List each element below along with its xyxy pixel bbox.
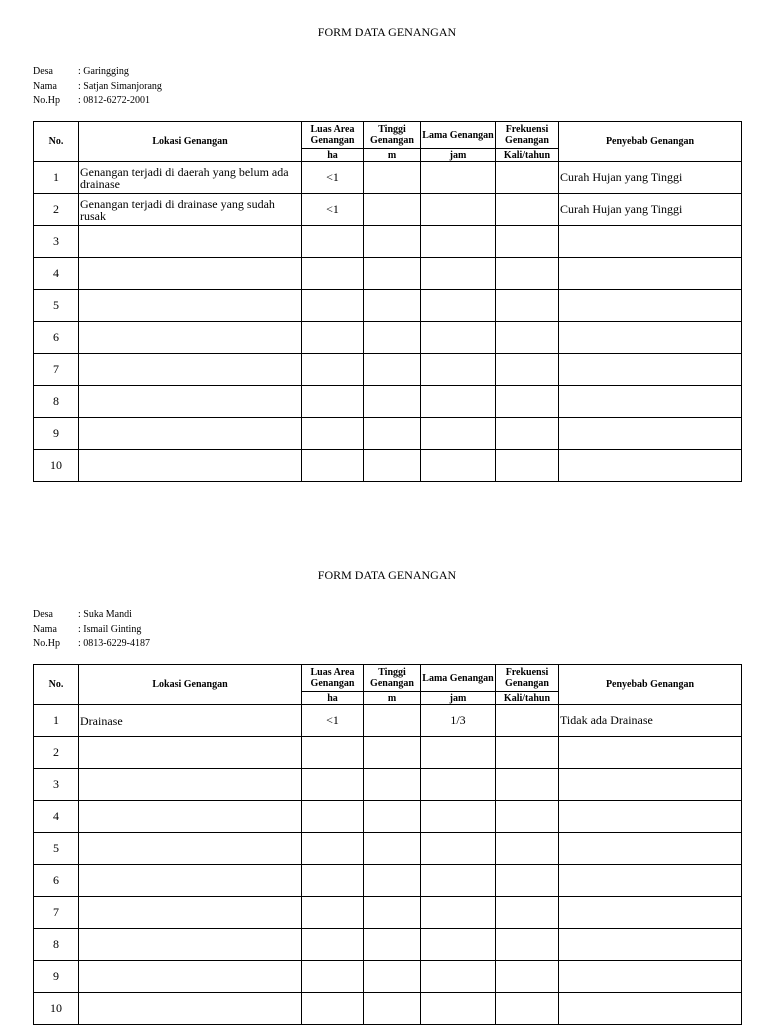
cell-lokasi [79, 961, 302, 993]
table-row [34, 929, 742, 961]
cell-luas [302, 769, 364, 801]
table-row [34, 354, 742, 386]
cell-penyebab [559, 801, 742, 833]
unit-luas: ha [302, 149, 364, 162]
cell-tinggi [364, 226, 421, 258]
header-tinggi: Tinggi Genangan [364, 665, 421, 692]
info-row-nama [33, 623, 150, 638]
header-no: No. [34, 665, 79, 705]
cell-tinggi [364, 801, 421, 833]
cell-lama [421, 386, 496, 418]
cell-lokasi [79, 801, 302, 833]
header-lama: Lama Genangan [421, 122, 496, 149]
cell-no: 9 [34, 961, 79, 993]
header-frekuensi: Frekuensi Genangan [496, 122, 559, 149]
unit-luas: ha [302, 692, 364, 705]
cell-lokasi [79, 354, 302, 386]
cell-lama [421, 993, 496, 1025]
info-value: : Ismail Ginting [78, 623, 142, 635]
cell-luas [302, 322, 364, 354]
header-luas: Luas Area Genangan [302, 122, 364, 149]
cell-lokasi [79, 897, 302, 929]
table-row [34, 833, 742, 865]
cell-lokasi [79, 769, 302, 801]
cell-penyebab [559, 354, 742, 386]
cell-frekuensi [496, 322, 559, 354]
cell-lama [421, 162, 496, 194]
cell-penyebab [559, 865, 742, 897]
info-row-desa [33, 608, 150, 623]
form-title: FORM DATA GENANGAN [317, 25, 457, 39]
cell-frekuensi [496, 801, 559, 833]
table-row [34, 450, 742, 482]
cell-frekuensi [496, 865, 559, 897]
table-row [34, 418, 742, 450]
info-value: : 0812-6272-2001 [78, 95, 150, 106]
table-row [34, 162, 742, 194]
cell-penyebab [559, 450, 742, 482]
cell-luas [302, 418, 364, 450]
cell-no: 4 [34, 801, 79, 833]
cell-luas [302, 961, 364, 993]
cell-no: 6 [34, 322, 79, 354]
table-row [34, 961, 742, 993]
header-penyebab: Penyebab Genangan [559, 665, 742, 705]
cell-lokasi: Genangan terjadi di drainase yang sudah rusak [79, 194, 302, 226]
cell-tinggi [364, 897, 421, 929]
info-label: Nama [33, 80, 57, 92]
cell-no: 2 [34, 194, 79, 226]
cell-tinggi [364, 961, 421, 993]
cell-no: 5 [34, 833, 79, 865]
cell-tinggi [364, 194, 421, 226]
cell-lama [421, 354, 496, 386]
unit-tinggi: m [364, 692, 421, 705]
cell-lama [421, 897, 496, 929]
cell-lama [421, 290, 496, 322]
header-frekuensi: Frekuensi Genangan [496, 665, 559, 692]
unit-tinggi: m [364, 149, 421, 162]
cell-penyebab [559, 386, 742, 418]
cell-penyebab [559, 258, 742, 290]
cell-lama [421, 450, 496, 482]
cell-frekuensi [496, 226, 559, 258]
cell-no: 7 [34, 897, 79, 929]
cell-frekuensi [496, 833, 559, 865]
cell-frekuensi [496, 162, 559, 194]
cell-tinggi [364, 162, 421, 194]
info-row-desa [33, 65, 162, 80]
cell-frekuensi [496, 961, 559, 993]
cell-luas [302, 258, 364, 290]
cell-no: 4 [34, 258, 79, 290]
cell-tinggi [364, 929, 421, 961]
cell-no: 10 [34, 450, 79, 482]
table-row [34, 226, 742, 258]
cell-lokasi [79, 929, 302, 961]
table-row [34, 737, 742, 769]
cell-lama [421, 226, 496, 258]
cell-luas [302, 833, 364, 865]
table-body [34, 162, 742, 482]
cell-lokasi [79, 993, 302, 1025]
cell-no: 9 [34, 418, 79, 450]
cell-no: 3 [34, 769, 79, 801]
cell-lama [421, 833, 496, 865]
table-row [34, 769, 742, 801]
cell-frekuensi [496, 194, 559, 226]
unit-frekuensi: Kali/tahun [496, 149, 559, 162]
cell-luas [302, 801, 364, 833]
cell-luas [302, 897, 364, 929]
cell-luas [302, 386, 364, 418]
cell-luas [302, 929, 364, 961]
cell-lama [421, 929, 496, 961]
cell-luas [302, 226, 364, 258]
info-row-nohp [33, 637, 150, 652]
data-table [33, 664, 742, 1025]
cell-lokasi [79, 737, 302, 769]
table-row [34, 801, 742, 833]
cell-penyebab [559, 226, 742, 258]
unit-frekuensi: Kali/tahun [496, 692, 559, 705]
cell-penyebab [559, 993, 742, 1025]
unit-lama: jam [421, 149, 496, 162]
cell-lama [421, 737, 496, 769]
cell-frekuensi [496, 258, 559, 290]
info-row-nama [33, 80, 162, 95]
cell-tinggi [364, 865, 421, 897]
header-tinggi: Tinggi Genangan [364, 122, 421, 149]
info-value: : 0813-6229-4187 [78, 638, 150, 649]
cell-no: 1 [34, 705, 79, 737]
cell-tinggi [364, 769, 421, 801]
cell-tinggi [364, 705, 421, 737]
cell-penyebab [559, 290, 742, 322]
table-body [34, 705, 742, 1025]
cell-frekuensi [496, 993, 559, 1025]
cell-lokasi [79, 865, 302, 897]
cell-tinggi [364, 833, 421, 865]
header-luas: Luas Area Genangan [302, 665, 364, 692]
cell-lokasi [79, 226, 302, 258]
cell-luas [302, 865, 364, 897]
table-row [34, 322, 742, 354]
cell-frekuensi [496, 705, 559, 737]
cell-no: 8 [34, 386, 79, 418]
cell-lokasi [79, 258, 302, 290]
table-row [34, 865, 742, 897]
cell-frekuensi [496, 418, 559, 450]
info-label: Nama [33, 623, 57, 635]
info-row-nohp [33, 94, 162, 109]
cell-lokasi [79, 386, 302, 418]
cell-lokasi [79, 290, 302, 322]
cell-penyebab [559, 897, 742, 929]
cell-lokasi: Drainase [79, 705, 302, 737]
cell-lokasi [79, 450, 302, 482]
cell-tinggi [364, 258, 421, 290]
header-penyebab: Penyebab Genangan [559, 122, 742, 162]
cell-no: 5 [34, 290, 79, 322]
cell-lokasi: Genangan terjadi di daerah yang belum ada drainase [79, 162, 302, 194]
table-row [34, 258, 742, 290]
cell-no: 3 [34, 226, 79, 258]
cell-frekuensi [496, 929, 559, 961]
info-value: : Garingging [78, 66, 129, 77]
cell-lama [421, 769, 496, 801]
cell-penyebab: Curah Hujan yang Tinggi [559, 194, 742, 226]
info-label: Desa [33, 609, 53, 620]
cell-luas [302, 737, 364, 769]
info-value: : Satjan Simanjorang [78, 80, 162, 92]
info-label: No.Hp [33, 638, 60, 649]
cell-penyebab [559, 418, 742, 450]
cell-penyebab [559, 769, 742, 801]
cell-tinggi [364, 386, 421, 418]
cell-luas [302, 290, 364, 322]
cell-lama [421, 258, 496, 290]
table-row [34, 194, 742, 226]
cell-luas: <1 [302, 162, 364, 194]
cell-penyebab [559, 833, 742, 865]
header-lama: Lama Genangan [421, 665, 496, 692]
header-lokasi: Lokasi Genangan [79, 122, 302, 162]
cell-frekuensi [496, 290, 559, 322]
cell-lokasi [79, 418, 302, 450]
cell-lama [421, 801, 496, 833]
cell-lama [421, 865, 496, 897]
cell-frekuensi [496, 769, 559, 801]
cell-penyebab: Curah Hujan yang Tinggi [559, 162, 742, 194]
cell-luas [302, 354, 364, 386]
cell-no: 8 [34, 929, 79, 961]
cell-luas: <1 [302, 705, 364, 737]
cell-lama [421, 961, 496, 993]
info-value: : Suka Mandi [78, 609, 132, 620]
table-row [34, 993, 742, 1025]
cell-penyebab [559, 929, 742, 961]
cell-no: 7 [34, 354, 79, 386]
table-row [34, 290, 742, 322]
cell-penyebab [559, 961, 742, 993]
cell-no: 2 [34, 737, 79, 769]
cell-lama: 1/3 [421, 705, 496, 737]
cell-no: 1 [34, 162, 79, 194]
cell-frekuensi [496, 737, 559, 769]
unit-lama: jam [421, 692, 496, 705]
form-info [33, 65, 162, 109]
cell-frekuensi [496, 386, 559, 418]
info-label: Desa [33, 66, 53, 77]
cell-tinggi [364, 290, 421, 322]
cell-tinggi [364, 450, 421, 482]
cell-penyebab: Tidak ada Drainase [559, 705, 742, 737]
cell-frekuensi [496, 897, 559, 929]
cell-penyebab [559, 322, 742, 354]
header-lokasi: Lokasi Genangan [79, 665, 302, 705]
table-row [34, 897, 742, 929]
cell-lama [421, 194, 496, 226]
cell-tinggi [364, 354, 421, 386]
form-title: FORM DATA GENANGAN [317, 568, 457, 582]
info-label: No.Hp [33, 95, 60, 106]
cell-lama [421, 322, 496, 354]
table-row [34, 705, 742, 737]
cell-penyebab [559, 737, 742, 769]
cell-no: 10 [34, 993, 79, 1025]
cell-tinggi [364, 418, 421, 450]
data-table [33, 121, 742, 482]
cell-frekuensi [496, 354, 559, 386]
cell-no: 6 [34, 865, 79, 897]
header-no: No. [34, 122, 79, 162]
cell-lokasi [79, 322, 302, 354]
table-row [34, 386, 742, 418]
cell-lokasi [79, 833, 302, 865]
cell-frekuensi [496, 450, 559, 482]
form-info [33, 608, 150, 652]
cell-luas [302, 993, 364, 1025]
cell-lama [421, 418, 496, 450]
cell-luas [302, 450, 364, 482]
cell-tinggi [364, 737, 421, 769]
cell-luas: <1 [302, 194, 364, 226]
cell-tinggi [364, 993, 421, 1025]
cell-tinggi [364, 322, 421, 354]
